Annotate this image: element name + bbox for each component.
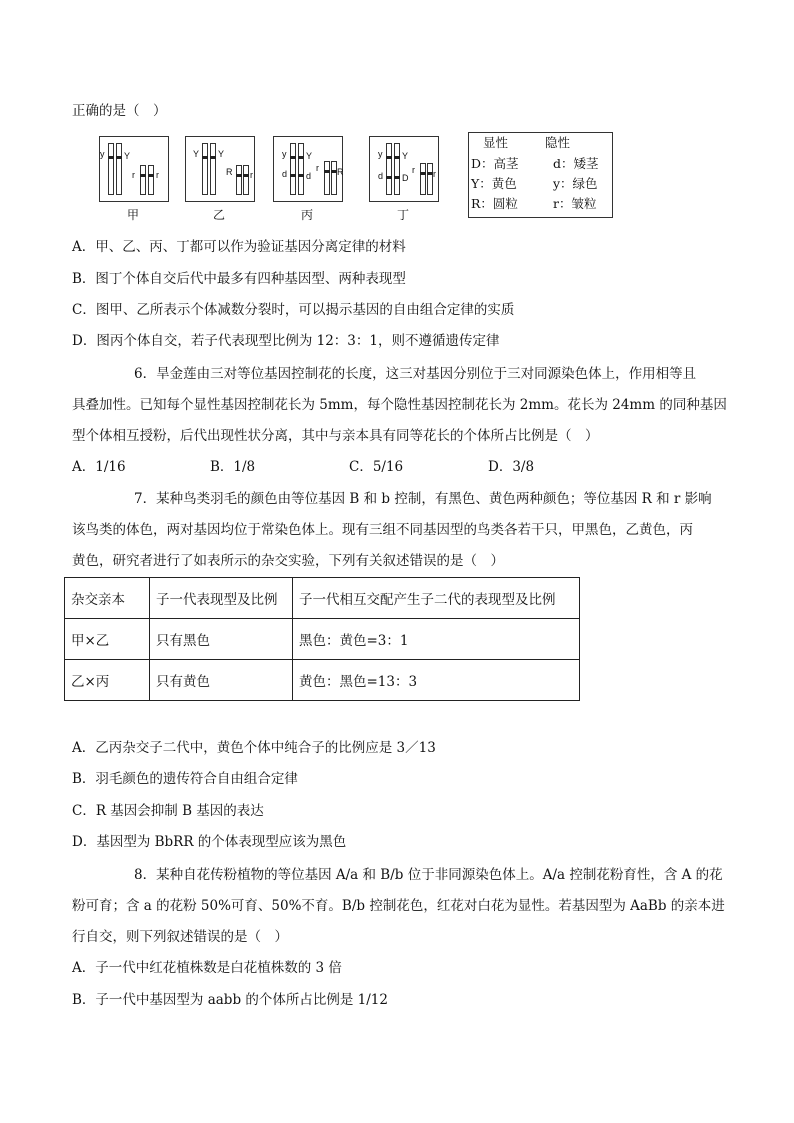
- legend-recessive: y：绿色: [553, 176, 598, 191]
- figure-label-ding: 丁: [396, 208, 409, 222]
- q5-option-c: C．图甲、乙所表示个体减数分裂时，可以揭示基因的自由组合定律的实质: [72, 302, 515, 318]
- q7-stem-line1: 7．某种鸟类羽毛的颜色由等位基因 B 和 b 控制，有黑色、黄色两种颜色；等位基因 R 和 r 影响: [134, 491, 712, 507]
- q6-option-d: D．3/8: [488, 459, 535, 475]
- gene-label: Y: [124, 151, 131, 161]
- table-cell: 乙×丙: [65, 660, 150, 701]
- gene-label: d: [378, 171, 384, 181]
- gene-label: Y: [193, 149, 200, 159]
- gene-label: r: [250, 170, 253, 180]
- q8-option-b: B．子一代中基因型为 aabb 的个体所占比例是 1/12: [72, 992, 388, 1008]
- q8-stem-line1: 8．某种自花传粉植物的等位基因 A/a 和 B/b 位于非同源染色体上。A/a 控制花粉育性，含 A 的花: [134, 867, 723, 883]
- q7-option-d: D．基因型为 BbRR 的个体表现型应该为黑色: [72, 834, 347, 850]
- gene-label: R: [226, 167, 233, 177]
- figure-jia: [99, 136, 169, 202]
- q6-stem-line1: 6．旱金莲由三对等位基因控制花的长度，这三对基因分别位于三对同源染色体上，作用相等且: [134, 366, 697, 382]
- table-row: [65, 619, 580, 660]
- gene-label: Y: [306, 151, 313, 161]
- table-cell: 黄色：黑色=13：3: [293, 660, 580, 701]
- q6-option-c: C．5/16: [349, 459, 404, 475]
- legend-recessive: r：皱粒: [553, 196, 597, 211]
- legend-dominant: R：圆粒: [471, 196, 518, 211]
- q8-stem-line3: 行自交，则下列叙述错误的是（ ）: [72, 929, 288, 945]
- q5-option-d: D．图丙个体自交，若子代表现型比例为 12：3：1，则不遵循遗传定律: [72, 333, 500, 349]
- q6-stem-line3: 型个体相互授粉，后代出现性状分离，其中与亲本具有同等花长的个体所占比例是（ ）: [72, 428, 599, 444]
- table-row: [65, 660, 580, 701]
- legend-dominant: D：高茎: [471, 156, 519, 171]
- q7-option-a: A．乙丙杂交子二代中，黄色个体中纯合子的比例应是 3／13: [72, 740, 436, 756]
- q5-option-a: A．甲、乙、丙、丁都可以作为验证基因分离定律的材料: [72, 239, 406, 255]
- figure-yi: [185, 136, 255, 202]
- gene-label: y: [282, 149, 287, 159]
- table-cell: 甲×乙: [65, 619, 150, 660]
- gene-label: D: [402, 173, 409, 183]
- legend-dominant: Y：黄色: [471, 176, 517, 191]
- table-header: 杂交亲本: [65, 578, 150, 619]
- q7-option-b: B．羽毛颜色的遗传符合自由组合定律: [72, 771, 298, 787]
- legend-recessive: d：矮茎: [553, 156, 599, 171]
- gene-label: r: [433, 169, 436, 179]
- q8-stem-line2: 粉可育；含 a 的花粉 50%可育、50%不育。B/b 控制花色，红花对白花为显性。若基因型为 AaBb 的亲本进: [72, 898, 725, 914]
- trait-legend: [468, 132, 613, 218]
- table-header-row: [65, 578, 580, 619]
- figure-bing: [273, 136, 343, 202]
- gene-label: Y: [218, 149, 225, 159]
- q7-stem-line3: 黄色，研究者进行了如表所示的杂交实验，下列有关叙述错误的是（ ）: [72, 553, 504, 569]
- gene-label: d: [282, 169, 288, 179]
- figure-label-yi: 乙: [212, 208, 225, 222]
- gene-label: r: [412, 165, 415, 175]
- gene-label: d: [306, 171, 312, 181]
- q5-option-b: B．图丁个体自交后代中最多有四种基因型、两种表现型: [72, 271, 406, 287]
- cross-experiment-table: [64, 577, 580, 701]
- gene-label: Y: [402, 151, 409, 161]
- legend-head-recessive: 隐性: [545, 135, 571, 150]
- q6-option-a: A．1/16: [72, 459, 126, 475]
- gene-label: r: [132, 170, 135, 180]
- q6-stem-line2: 具叠加性。已知每个显性基因控制花长为 5mm，每个隐性基因控制花长为 2mm。花长为 24mm 的同种基因: [72, 397, 727, 413]
- gene-label: y: [100, 149, 105, 159]
- gene-label: y: [378, 149, 383, 159]
- q8-option-a: A．子一代中红花植株数是白花植株数的 3 倍: [72, 960, 342, 976]
- legend-head-dominant: 显性: [483, 135, 509, 150]
- figure-label-jia: 甲: [126, 208, 139, 222]
- table-header: 子一代相互交配产生子二代的表现型及比例: [293, 578, 580, 619]
- gene-label: R: [337, 167, 344, 177]
- gene-label: r: [316, 163, 319, 173]
- figure-label-bing: 丙: [300, 208, 313, 222]
- table-header: 子一代表现型及比例: [150, 578, 293, 619]
- gene-label: r: [156, 170, 159, 180]
- table-cell: 黑色：黄色=3：1: [293, 619, 580, 660]
- question-5-stem-end: 正确的是（ ）: [72, 103, 167, 119]
- chromosome-figures: [99, 136, 619, 224]
- q7-stem-line2: 该鸟类的体色，两对基因均位于常染色体上。现有三组不同基因型的鸟类各若干只，甲黑色，乙黄色，丙: [72, 522, 693, 538]
- q6-option-b: B．1/8: [210, 459, 256, 475]
- q7-option-c: C．R 基因会抑制 B 基因的表达: [72, 803, 264, 819]
- table-cell: 只有黄色: [150, 660, 293, 701]
- figure-ding: [369, 136, 439, 202]
- table-cell: 只有黑色: [150, 619, 293, 660]
